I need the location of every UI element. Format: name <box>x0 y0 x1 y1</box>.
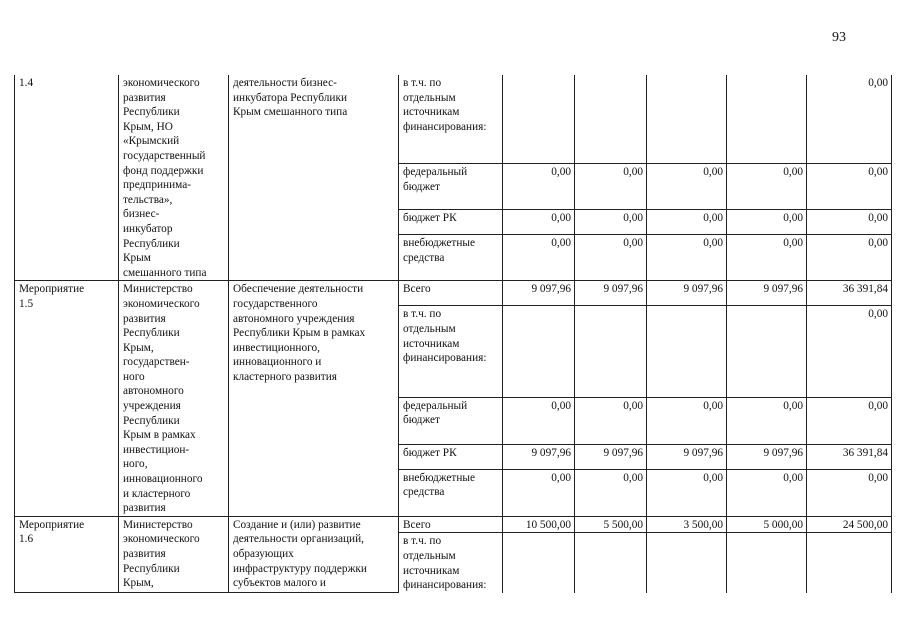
executor-cell: Министерство экономического развития Республики Крым, государствен- ного автономного учреждения Республики Крым в рамках инвестицион- ного, инновационного и кластерного развития <box>119 281 229 517</box>
year-value-cell: 0,00 <box>503 164 575 210</box>
source-label-cell: в т.ч. по отдельным источникам финансирования: <box>399 75 503 164</box>
total-value-cell: 36 391,84 <box>807 444 892 469</box>
year-value-cell: 9 097,96 <box>647 444 727 469</box>
source-label-cell: Всего <box>399 281 503 306</box>
year-value-cell: 10 500,00 <box>503 516 575 533</box>
year-value-cell: 0,00 <box>647 210 727 235</box>
source-label-cell: внебюджетные средства <box>399 469 503 516</box>
event-cell: Мероприятие 1.6 <box>15 516 119 592</box>
source-label-cell: федеральный бюджет <box>399 164 503 210</box>
event-cell: 1.4 <box>15 75 119 281</box>
year-value-cell: 0,00 <box>727 469 807 516</box>
year-value-cell: 5 500,00 <box>575 516 647 533</box>
year-value-cell: 0,00 <box>503 210 575 235</box>
table-row <box>15 281 892 306</box>
year-value-cell: 0,00 <box>575 469 647 516</box>
year-value-cell: 3 500,00 <box>647 516 727 533</box>
year-value-cell <box>575 533 647 593</box>
page-number: 93 <box>832 30 846 45</box>
year-value-cell: 0,00 <box>575 235 647 281</box>
source-label-cell: федеральный бюджет <box>399 397 503 444</box>
budget-table <box>14 75 892 593</box>
source-label-cell: внебюджетные средства <box>399 235 503 281</box>
total-value-cell: 0,00 <box>807 75 892 164</box>
year-value-cell <box>503 306 575 397</box>
event-cell: Мероприятие 1.5 <box>15 281 119 517</box>
year-value-cell <box>727 533 807 593</box>
year-value-cell: 0,00 <box>647 397 727 444</box>
table-row <box>15 75 892 164</box>
year-value-cell <box>647 75 727 164</box>
total-value-cell: 0,00 <box>807 469 892 516</box>
total-value-cell: 0,00 <box>807 210 892 235</box>
year-value-cell: 0,00 <box>727 397 807 444</box>
source-label-cell: в т.ч. по отдельным источникам финансирования: <box>399 306 503 397</box>
source-label-cell: Всего <box>399 516 503 533</box>
year-value-cell: 0,00 <box>647 235 727 281</box>
total-value-cell: 24 500,00 <box>807 516 892 533</box>
year-value-cell: 9 097,96 <box>727 444 807 469</box>
year-value-cell: 0,00 <box>575 164 647 210</box>
year-value-cell <box>647 306 727 397</box>
total-value-cell: 36 391,84 <box>807 281 892 306</box>
total-value-cell: 0,00 <box>807 164 892 210</box>
year-value-cell <box>503 533 575 593</box>
year-value-cell: 0,00 <box>647 164 727 210</box>
year-value-cell: 0,00 <box>727 164 807 210</box>
year-value-cell: 0,00 <box>727 210 807 235</box>
year-value-cell: 9 097,96 <box>503 444 575 469</box>
year-value-cell <box>727 306 807 397</box>
year-value-cell: 9 097,96 <box>727 281 807 306</box>
year-value-cell <box>575 306 647 397</box>
description-cell: Обеспечение деятельности государственного автономного учреждения Республики Крым в рамках инвестиционного, инновационного и кластерного развития <box>229 281 399 517</box>
source-label-cell: бюджет РК <box>399 444 503 469</box>
year-value-cell: 5 000,00 <box>727 516 807 533</box>
source-label-cell: бюджет РК <box>399 210 503 235</box>
year-value-cell <box>647 533 727 593</box>
total-value-cell <box>807 533 892 593</box>
total-value-cell: 0,00 <box>807 306 892 397</box>
year-value-cell: 0,00 <box>575 397 647 444</box>
executor-cell: экономического развития Республики Крым, НО «Крымский государственный фонд поддержки предпринима- тельства», бизнес- инкубатор Республики Крым смешанного типа <box>119 75 229 281</box>
year-value-cell: 0,00 <box>647 469 727 516</box>
year-value-cell: 9 097,96 <box>575 281 647 306</box>
year-value-cell: 9 097,96 <box>575 444 647 469</box>
table-row <box>15 516 892 533</box>
year-value-cell: 0,00 <box>503 235 575 281</box>
total-value-cell: 0,00 <box>807 235 892 281</box>
source-label-cell: в т.ч. по отдельным источникам финансирования: <box>399 533 503 593</box>
year-value-cell <box>575 75 647 164</box>
total-value-cell: 0,00 <box>807 397 892 444</box>
year-value-cell: 0,00 <box>727 235 807 281</box>
year-value-cell <box>503 75 575 164</box>
year-value-cell: 0,00 <box>503 397 575 444</box>
year-value-cell: 9 097,96 <box>503 281 575 306</box>
year-value-cell <box>727 75 807 164</box>
description-cell: Создание и (или) развитие деятельности организаций, образующих инфраструктуру поддержки субъектов малого и <box>229 516 399 592</box>
year-value-cell: 0,00 <box>575 210 647 235</box>
description-cell: деятельности бизнес- инкубатора Республики Крым смешанного типа <box>229 75 399 281</box>
year-value-cell: 0,00 <box>503 469 575 516</box>
year-value-cell: 9 097,96 <box>647 281 727 306</box>
executor-cell: Министерство экономического развития Республики Крым, <box>119 516 229 592</box>
